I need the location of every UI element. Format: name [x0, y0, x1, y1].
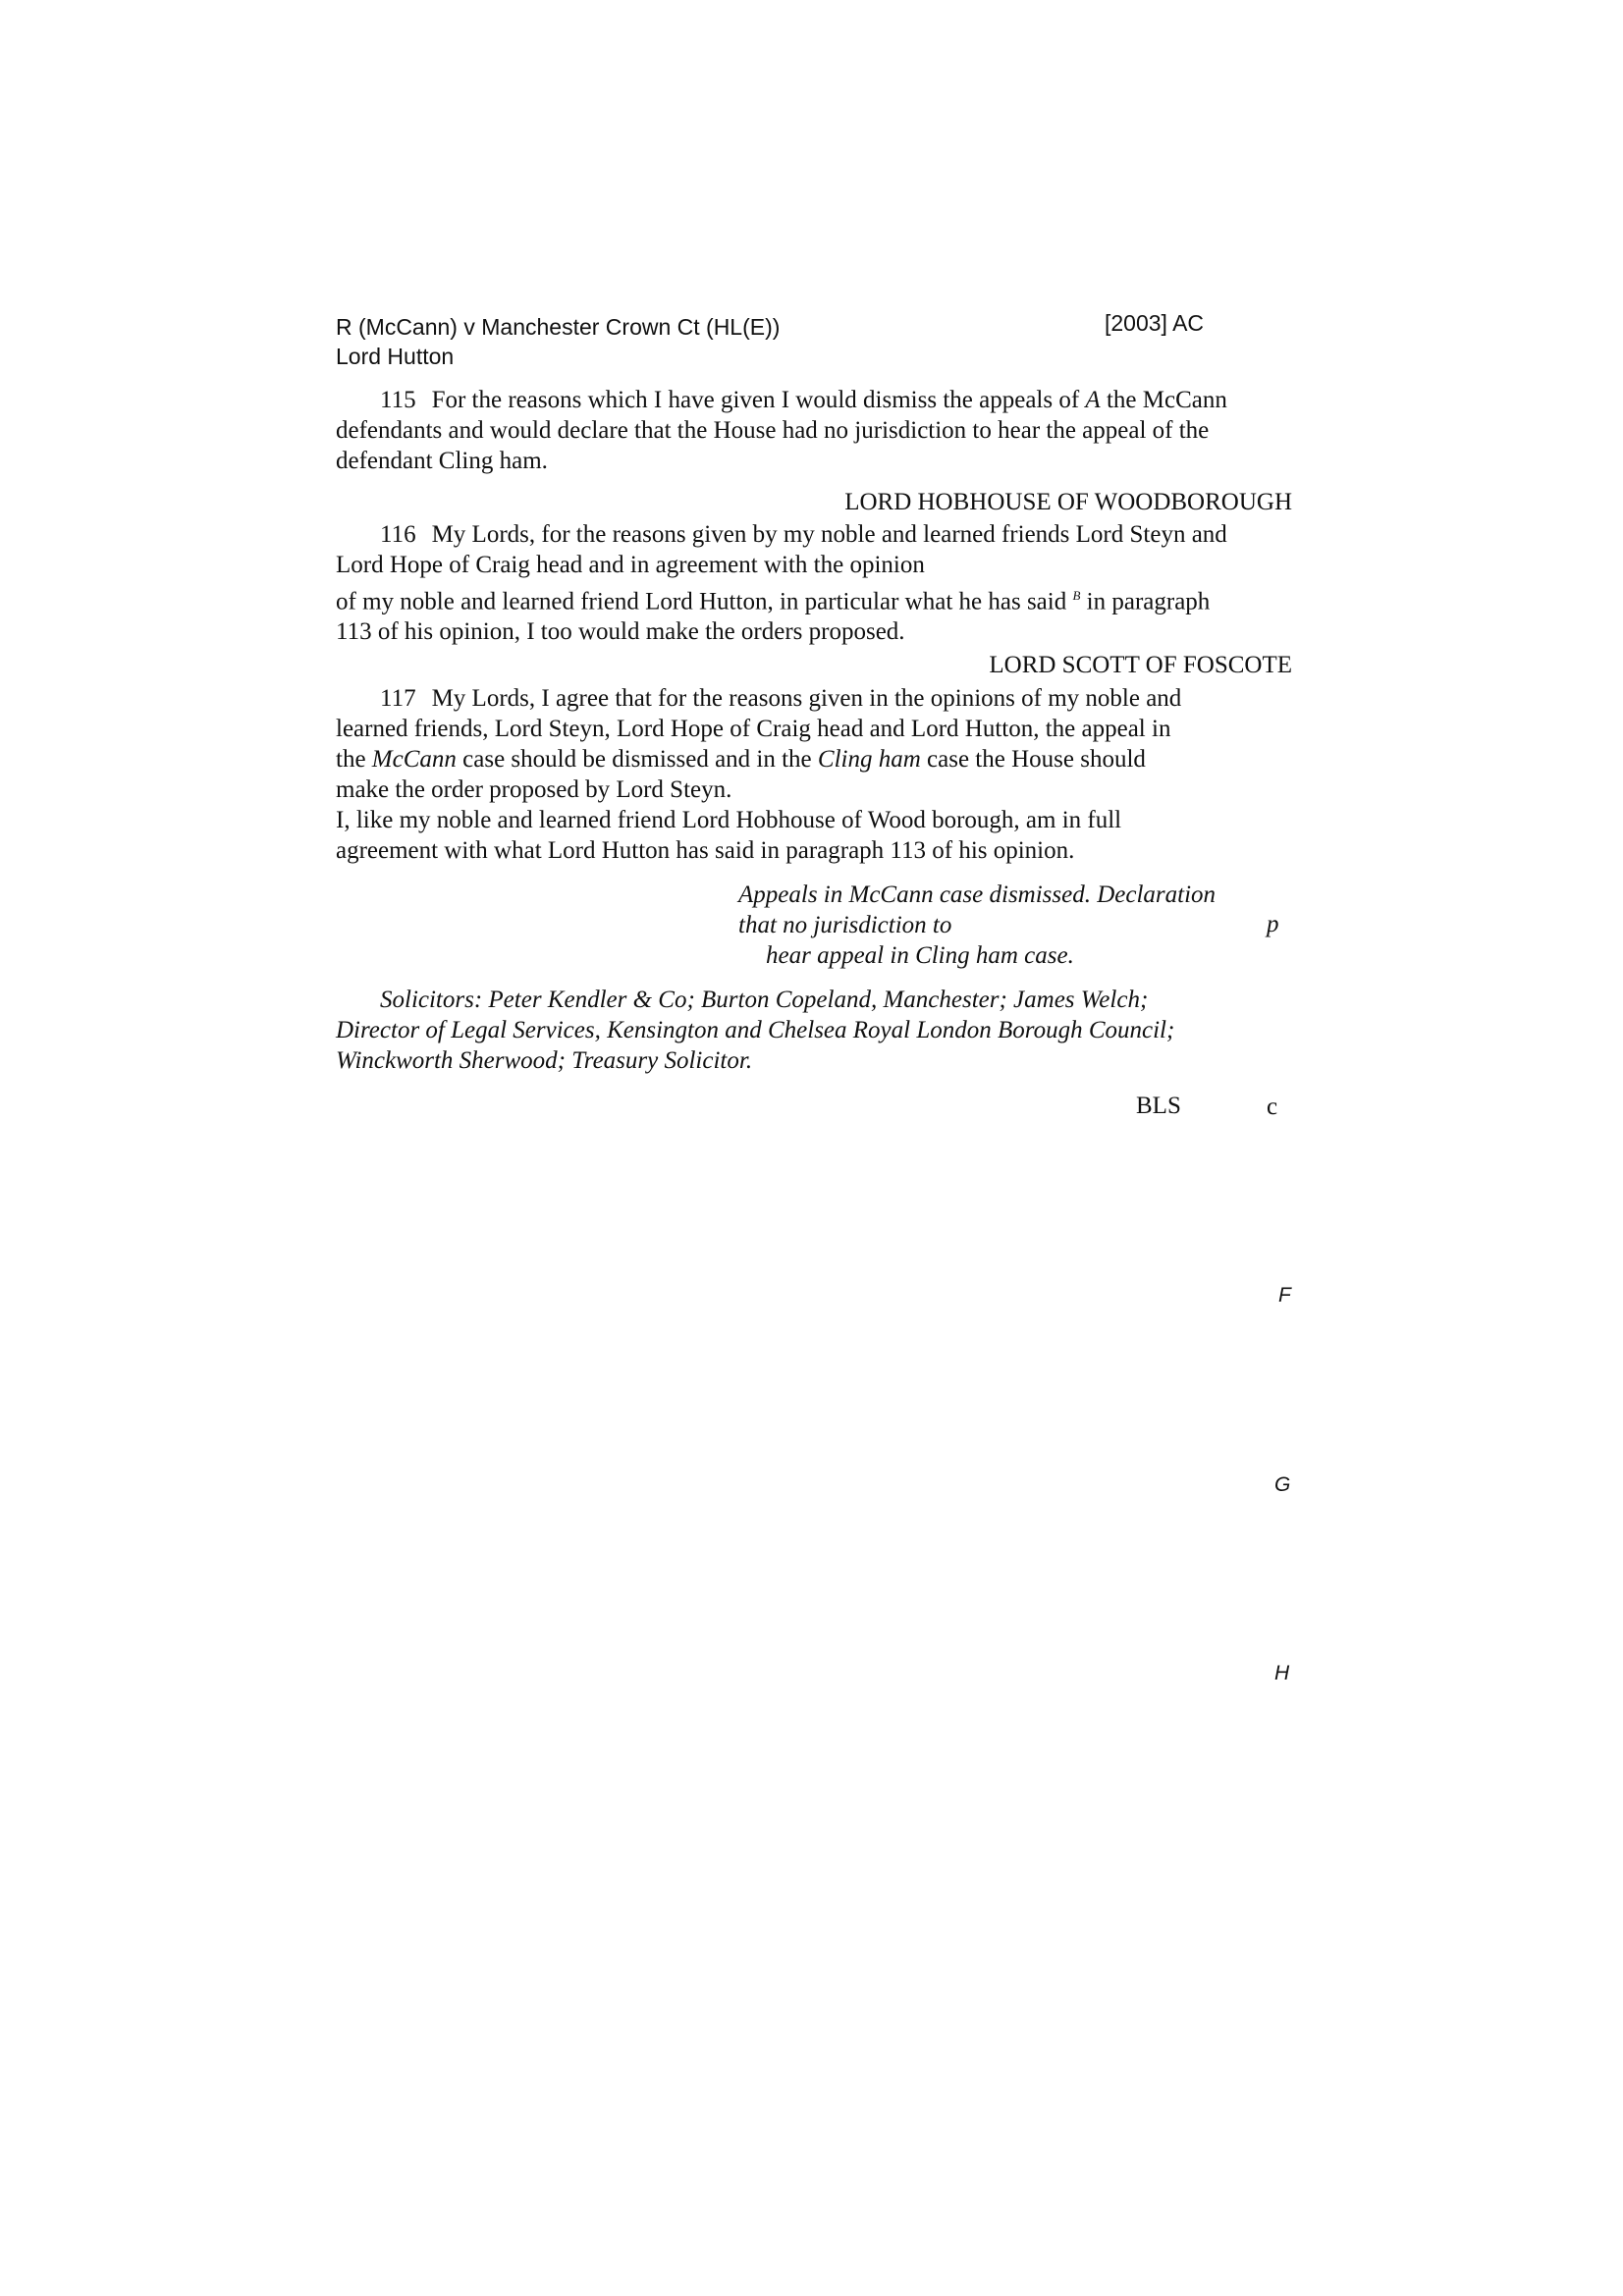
- running-header-case-title: R (McCann) v Manchester Crown Ct (HL(E)): [336, 314, 781, 340]
- margin-letter-h: H: [1274, 1662, 1290, 1684]
- margin-letter-c: c: [1267, 1094, 1278, 1120]
- solicitors-note: Solicitors: Peter Kendler & Co; Burton Copeland, Manchester; James Welch; Director of Legal Services, Kensington and Chelsea Royal London Borough Council; Winckworth Sherwood; Treasury Solicitor.: [336, 987, 1175, 1074]
- paragraph-117: 117 My Lords, I agree that for the reasons given in the opinions of my noble and learned friends, Lord Steyn, Lord Hope of Craig head and Lord Hutton, the appeal in the McCann case should be dismissed and in the Cling ham case the House should make the order proposed by Lord Steyn. I, like my noble and learned friend Lord Hobhouse of Wood borough, am in full agreement with what Lord Hutton has said in paragraph 113 of his opinion.: [336, 685, 1182, 864]
- margin-letter-p: p: [1267, 911, 1279, 937]
- heading-lord-scott: LORD SCOTT OF FOSCOTE: [989, 652, 1292, 678]
- paragraph-115: 115 For the reasons which I have given I would dismiss the appeals of A the McCann defendants and would declare that the House had no jurisdiction to hear the appeal of the defendant Cling ham.: [336, 387, 1227, 474]
- margin-letter-f: F: [1278, 1284, 1291, 1307]
- running-header-judge: Lord Hutton: [336, 344, 455, 369]
- paragraph-number: 117: [380, 685, 416, 712]
- paragraph-number: 115: [380, 387, 416, 413]
- result-statement: Appeals in McCann case dismissed. Declaration that no jurisdiction to hear appeal in Cling ham case.: [738, 881, 1217, 969]
- running-header-citation: [2003] AC: [1105, 310, 1205, 336]
- margin-letter-b: B: [1072, 588, 1081, 603]
- paragraph-116: 116 My Lords, for the reasons given by my noble and learned friends Lord Steyn and Lord Hope of Craig head and in agreement with the opinion of my noble and learned friend Lord Hutton, in particular what he has said $^B$ in paragraph 113 of his opinion, I too would make the orders proposed.: [336, 521, 1227, 646]
- paragraph-number: 116: [380, 521, 416, 548]
- margin-letter-a: A: [1085, 387, 1101, 413]
- reporter-initials: BLS: [1136, 1093, 1181, 1119]
- heading-lord-hobhouse: LORD HOBHOUSE OF WOODBOROUGH: [844, 489, 1292, 515]
- margin-letter-g: G: [1274, 1473, 1291, 1496]
